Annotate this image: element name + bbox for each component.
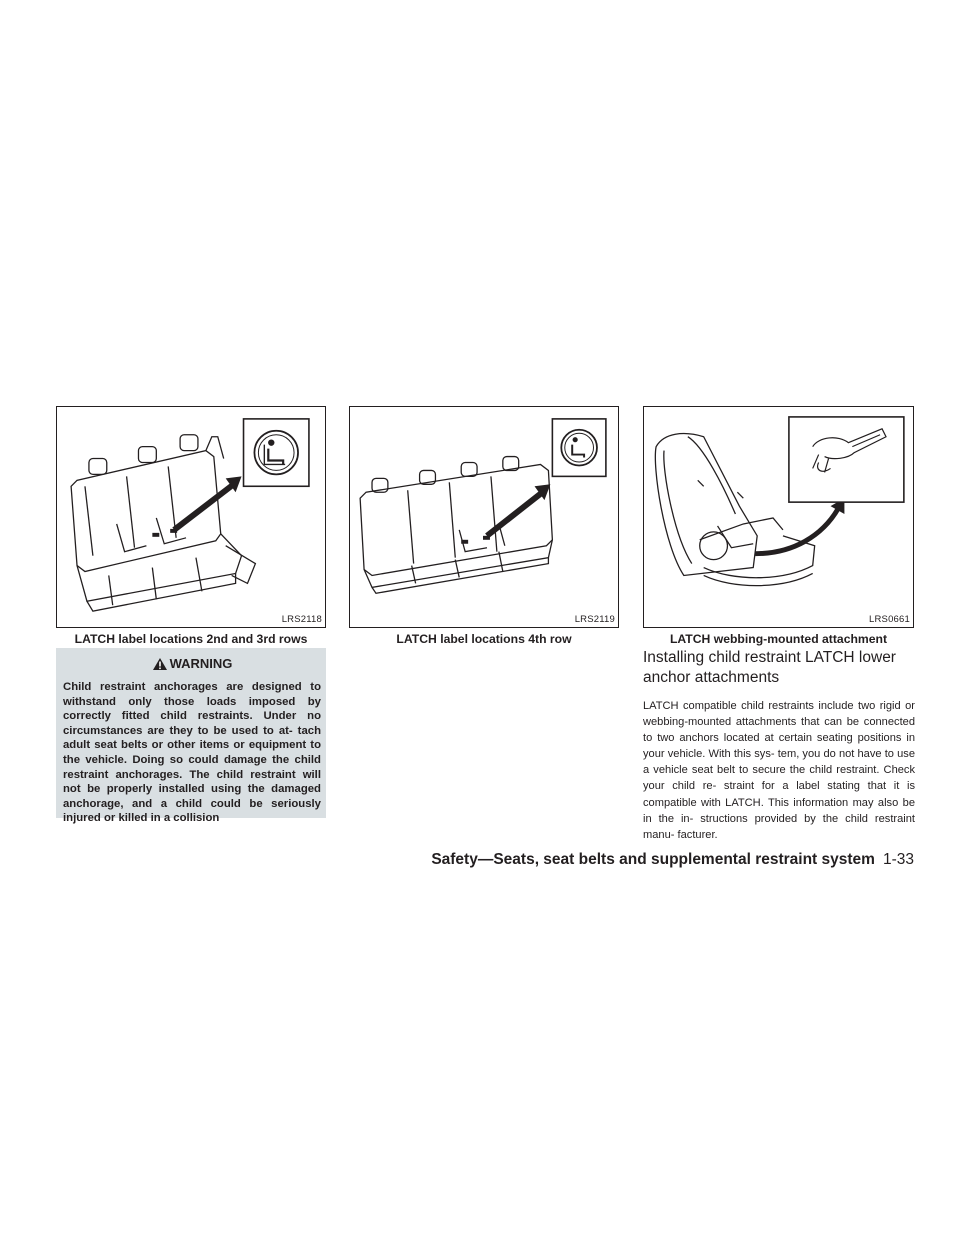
figure-code: LRS2119 — [574, 614, 615, 625]
figure-latch-2nd-3rd-rows — [56, 406, 326, 628]
warning-box — [56, 648, 326, 825]
warning-text: Child restraint anchorages are designed to withstand only those loads imposed by correctly fitted child restraints. Under no circumstances are they to be used to at- tach adult seat belts or other items or equipment to the vehicle. Doing so could damage the child restraint anchorages. The child restraint will not be properly installed using the damaged anchorage, and a child could be seriously injured or killed in a collision — [63, 681, 321, 825]
rear-bench-illustration — [350, 407, 618, 627]
footer-title: Safety—Seats, seat belts and supplemental restraint system — [431, 851, 875, 868]
figure-caption-1: LATCH label locations 2nd and 3rd rows — [74, 632, 308, 646]
page-footer — [431, 851, 914, 869]
section-body: LATCH compatible child restraints include two rigid or webbing-mounted attachments that can be connected to two anchors located at certain seating positions in your vehicle. With this sys- tem, you do not have to use a vehicle seat belt to secure the child restraint. Check your child re- straint for a label stating that it is compatible with LATCH. This information may also be in the in- structions provided by the child restraint manu- facturer. — [643, 700, 915, 841]
section-title: Installing child restraint LATCH lower anchor attachments — [643, 649, 896, 686]
child-seat-illustration — [644, 407, 913, 627]
figure-code: LRS2118 — [281, 614, 322, 625]
figure-caption-3: LATCH webbing-mounted attachment — [669, 632, 888, 646]
figure-latch-4th-row — [349, 406, 619, 628]
figure-code: LRS0661 — [868, 614, 910, 625]
seat-rows-illustration — [57, 407, 325, 627]
warning-heading-label: WARNING — [169, 656, 233, 671]
warning-triangle-icon — [152, 657, 168, 671]
warning-heading — [63, 656, 321, 671]
figure-latch-webbing — [643, 406, 914, 628]
figure-caption-2: LATCH label locations 4th row — [396, 632, 572, 646]
page-number: 1-33 — [882, 851, 914, 868]
